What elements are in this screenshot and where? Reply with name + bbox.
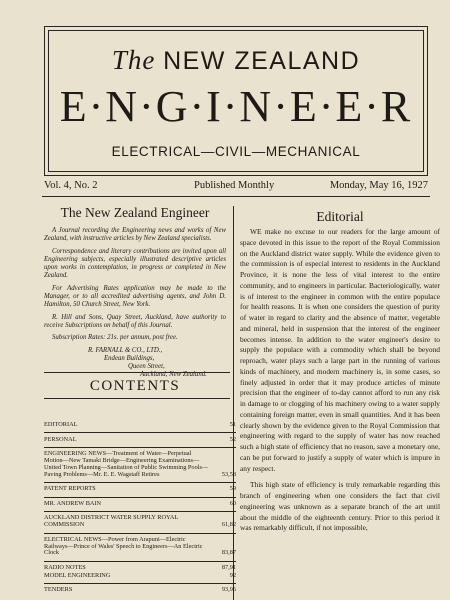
contents-item-page: 61,82 [221,521,236,529]
about-heading: The New Zealand Engineer [60,205,210,220]
contents-item-title: EDITORIAL [44,421,78,428]
contents-item-page: 83,87 [221,549,236,557]
subscription-rates: Subscription Rates: 21s. per annum, post free. [52,334,178,342]
contents-item [44,486,236,493]
about-paragraph: A Journal recording the Engineering news and works of New Zealand, with instructive articles by New Zealand specialists. [44,227,226,243]
contents-item [44,451,236,479]
masthead-inner-frame [48,30,424,172]
publisher-line: Endean Buildings, [104,354,155,362]
publisher-block [44,347,226,380]
contents-list [44,422,236,598]
masthead-new-zealand: NEW ZEALAND [163,47,361,75]
publisher-line: R. FARNALL & CO., LTD., [88,346,163,354]
about-paragraph: R. Hill and Sons, Quay Street, Auckland, have authority to receive Subscriptions on behalf of this Journal. [44,313,226,329]
contents-item-page: 51 [229,421,236,428]
masthead-frame [44,26,428,176]
contents-item [44,515,236,529]
contents-item [44,422,236,429]
about-paragraph: Correspondence and literary contributions are invited upon all Engineering subjects, especially illustrated descriptive articles upon works in contemplation, in progress or completed in New Zealand. [44,247,226,280]
contents-item [44,437,236,444]
contents-item-page: 52 [229,435,236,443]
contents-item-title: MR. ANDREW BAIN [44,499,102,507]
about-paragraph: For Advertising Rates application may be made to the Manager, or to all accredited advertising agents, and John D. Hamilton, 50 Church Street, New York. [44,284,226,309]
masthead-title-line [49,45,423,76]
masthead-the: The [111,45,156,75]
contents-item-title: PERSONAL [44,435,77,443]
contents-item [44,501,236,508]
editorial-paragraph: WE make no excuse to our readers for the large amount of space devoted in this issue to the report of the Royal Commission on the Auckland district water supply. While the evidence given to the commission is of especial interest to residents in the Auckland Province, it is none the less of vital interest to the entire community, and to engineers in particular. Bacteriologically, water is of interest to the engineer in common with the entire populace for health reasons. It is when one considers the question of purity of water in regard to clarity and the absence of matter, vegetable and mineral, held in suspension that the interest of the engineer becomes intense. In addition to the water engineer's desire to supply the populace with a commodity which shall be beyond reproach, water plays such a large part in the running of various kinds of machinery, and modern machinery is, in some cases, so finely adjusted in order that it may produce articles of minute precision that the engineer of to-day cannot afford to run any risk in damage to or clogging of his machinery owing to a water supply containing foreign matter, even in small quantities. And it has been clearly shown by the evidence given to the Royal Commission that engineering with regard to the supply of water has now reached such a high state of efficiency that no reason, save a monetary one, can be put forward to justify a supply of water which is impure in any respect. [240,227,440,473]
contents-item-title: PATENT REPORTS [44,485,96,493]
editorial-body [240,227,440,540]
contents-separator [44,497,236,498]
issue-volume: Vol. 4, No. 2 [44,180,98,191]
contents-heading: CONTENTS [89,378,181,394]
masthead-subtitle: ELECTRICAL—CIVIL—MECHANICAL [111,144,361,159]
contents-separator [44,533,236,534]
contents-separator [44,432,236,433]
contents-separator [44,561,236,562]
contents-separator [44,511,236,512]
contents-item [44,587,236,594]
contents-item-title: MODEL ENGINEERING [44,571,111,579]
contents-rule-bottom [44,398,230,399]
contents-item-page: 92 [229,571,236,579]
about-section [44,205,226,380]
issue-frequency: Published Monthly [194,180,275,191]
editorial-heading: Editorial [316,209,364,224]
contents-item-title: ENGINEERING NEWS—Treatment of Water—Perpetual Motion—New Tamaki Bridge—Engineering Examinations—United Town Planning—Sanitation of Public Swimming Pools—Paving Problems—Mr. E. E. Wagstaff Retires [44,450,209,478]
editorial-paragraph: This high state of efficiency is truly remarkable regarding this branch of engineering when one considers the fact that civil engineering was unknown as a separate branch of the art until about the middle of the eighteenth century. Prior to this period it was remarkably difficult, if not impossible, [240,480,440,533]
contents-item-page: 87,91 [221,563,236,571]
masthead-engineer: E·N·G·I·N·E·E·R [59,82,413,131]
publisher-line: Auckland, New Zealand. [140,371,207,379]
contents-item-title: TENDERS [44,586,73,594]
contents-item-title: ELECTRICAL NEWS—Power from Arapuni—Electric Railways—Prince of Wales' Speech to Engineers—An Electric Clock [44,535,203,557]
publisher-line: Queen Street, [128,363,165,371]
contents-item [44,565,236,572]
contents-rule-top [44,372,230,373]
contents-separator [44,447,236,448]
contents-item-page: 53,58 [221,470,236,478]
contents-item [44,573,236,580]
contents-item-title: AUCKLAND DISTRICT WATER SUPPLY ROYAL COMMISSION [44,514,179,529]
contents-item-page: 59 [229,485,236,493]
issue-date: Monday, May 16, 1927 [329,180,428,191]
about-text [44,227,226,343]
contents-item-page: 60 [229,499,236,507]
contents-separator [44,482,236,483]
contents-item-page: 93,96 [221,586,236,594]
issue-line [42,180,428,194]
contents-item-title: RADIO NOTES [44,563,86,571]
issue-rule [42,196,430,197]
contents-item [44,537,236,558]
contents-separator [44,583,236,584]
